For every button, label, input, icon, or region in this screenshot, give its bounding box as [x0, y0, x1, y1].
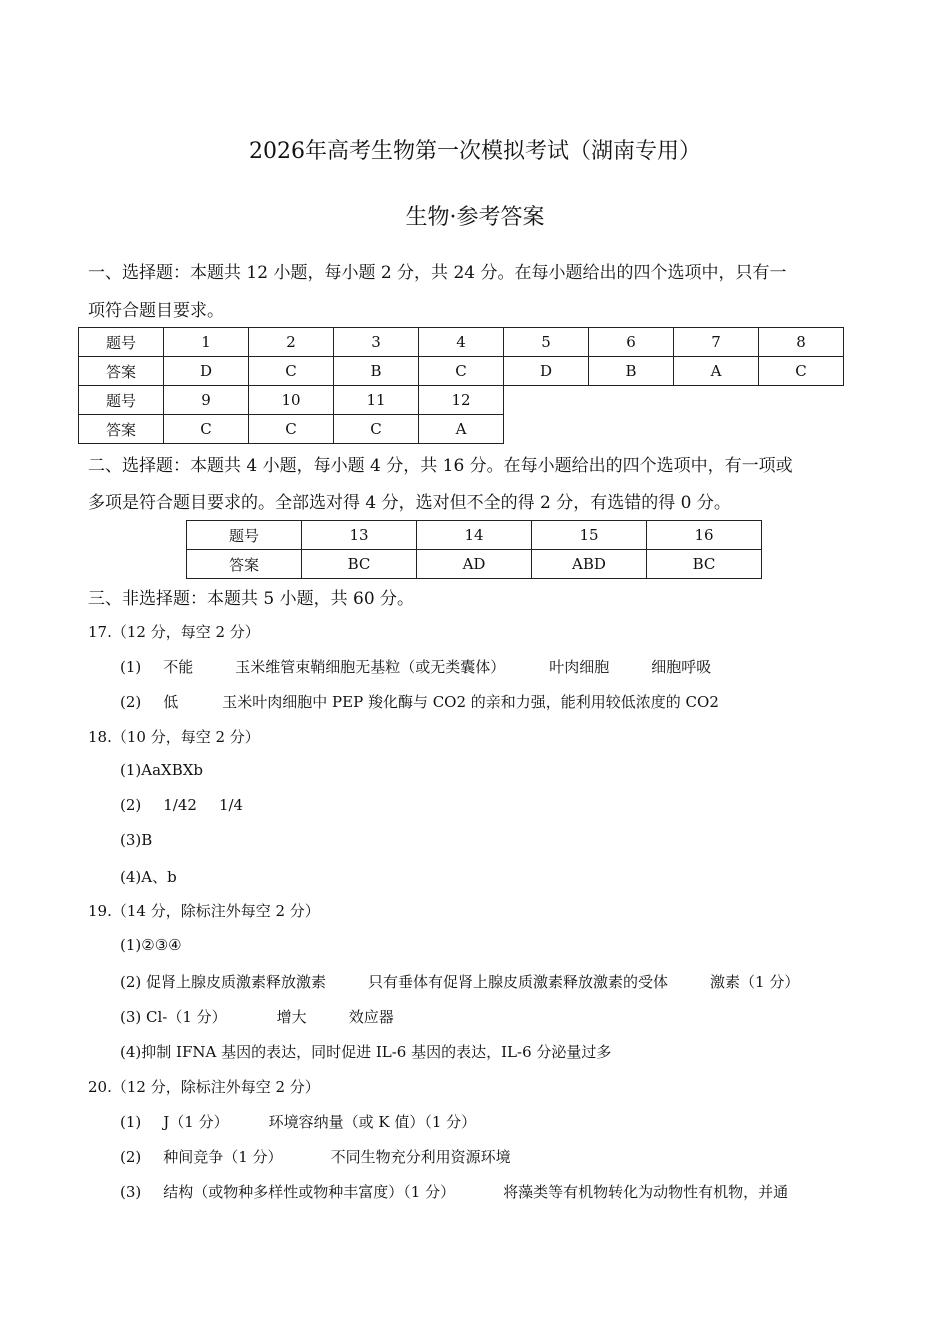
answer-cell: A — [674, 357, 759, 386]
table-row — [79, 415, 844, 444]
answer-cell: D — [164, 357, 249, 386]
answer-index: (2) — [120, 796, 142, 814]
question-number: 9 — [164, 386, 249, 415]
q20-heading: 20.（12 分，除标注外每空 2 分） — [88, 1078, 320, 1096]
section3-intro: 三、非选择题：本题共 5 小题，共 60 分。 — [88, 589, 415, 609]
answer-label: 答案 — [79, 357, 164, 386]
q18-answer-2 — [120, 796, 243, 814]
answer-text: 细胞呼吸 — [651, 658, 712, 676]
answer-text: 1/4 — [218, 796, 244, 814]
answer-text: 激素（1 分） — [710, 973, 800, 991]
answer-text: 增大 — [276, 1008, 307, 1026]
empty-cell — [759, 386, 844, 415]
empty-cell — [759, 415, 844, 444]
question-number: 15 — [532, 521, 647, 550]
section1-intro-line2: 项符合题目要求。 — [88, 301, 224, 321]
table-row — [79, 386, 844, 415]
answer-text: (3) Cl-（1 分） — [120, 1008, 227, 1026]
answer-text: 环境容纳量（或 K 值）（1 分） — [268, 1113, 477, 1131]
q19-answer-4: (4)抑制 IFNA 基因的表达，同时促进 IL-6 基因的表达，IL-6 分泌量过多 — [120, 1043, 612, 1061]
q20-answer-3 — [120, 1181, 788, 1202]
table-row — [187, 521, 762, 550]
answer-cell: D — [504, 357, 589, 386]
q19-answer-2 — [120, 971, 799, 992]
answer-text: 结构（或物种多样性或物种丰富度）（1 分） — [163, 1183, 456, 1201]
answer-cell: A — [419, 415, 504, 444]
answer-text: 叶肉细胞 — [549, 658, 610, 676]
question-number-label: 题号 — [79, 386, 164, 415]
answer-cell: AD — [417, 550, 532, 579]
answer-cell: C — [164, 415, 249, 444]
answer-index: (2) — [120, 693, 142, 711]
empty-cell — [674, 386, 759, 415]
question-number: 16 — [647, 521, 762, 550]
question-number: 11 — [334, 386, 419, 415]
page-title: 2026年高考生物第一次模拟考试（湖南专用） — [249, 139, 701, 164]
answer-text: 不同生物充分利用资源环境 — [330, 1148, 511, 1166]
answer-label: 答案 — [79, 415, 164, 444]
answer-text: J（1 分） — [163, 1113, 229, 1131]
answer-cell: C — [334, 415, 419, 444]
q17-answer-1 — [120, 656, 711, 677]
question-number: 2 — [249, 328, 334, 357]
answer-cell: C — [249, 357, 334, 386]
page-subtitle: 生物·参考答案 — [405, 205, 545, 230]
q19-answer-3 — [120, 1006, 394, 1027]
question-number-label: 题号 — [187, 521, 302, 550]
answer-index: (3) — [120, 1183, 142, 1201]
section1-intro-line1: 一、选择题：本题共 12 小题，每小题 2 分，共 24 分。在每小题给出的四个选项中，只有一 — [88, 263, 787, 283]
section2-intro-line2: 多项是符合题目要求的。全部选对得 4 分，选对但不全的得 2 分，有选错的得 0 分。 — [88, 493, 731, 513]
answer-label: 答案 — [187, 550, 302, 579]
empty-cell — [589, 386, 674, 415]
question-number-label: 题号 — [79, 328, 164, 357]
answer-text: 玉米维管束鞘细胞无基粒（或无类囊体） — [235, 658, 506, 676]
answer-cell: C — [759, 357, 844, 386]
q19-answer-1: (1)②③④ — [120, 936, 182, 954]
q18-answer-4: (4)A、b — [120, 868, 177, 886]
q18-answer-3: (3)B — [120, 831, 153, 849]
q18-answer-1: (1)AaXBXb — [120, 761, 204, 779]
question-number: 5 — [504, 328, 589, 357]
answer-text: 将藻类等有机物转化为动物性有机物，并通 — [503, 1183, 789, 1201]
section2-intro-line1: 二、选择题：本题共 4 小题，每小题 4 分，共 16 分。在每小题给出的四个选项中，有一项或 — [88, 456, 793, 476]
answer-cell: B — [334, 357, 419, 386]
answer-cell: BC — [302, 550, 417, 579]
answer-index: (2) — [120, 1148, 142, 1166]
q19-heading: 19.（14 分，除标注外每空 2 分） — [88, 902, 320, 920]
answer-text: 种间竞争（1 分） — [163, 1148, 283, 1166]
q18-heading: 18.（10 分，每空 2 分） — [88, 728, 260, 746]
answer-cell: C — [419, 357, 504, 386]
answer-text: 1/42 — [163, 796, 197, 814]
answer-cell: C — [249, 415, 334, 444]
answer-text: (2) 促肾上腺皮质激素释放激素 — [120, 973, 327, 991]
table-row — [79, 357, 844, 386]
q17-heading: 17.（12 分，每空 2 分） — [88, 623, 260, 641]
answer-cell: ABD — [532, 550, 647, 579]
table-row — [79, 328, 844, 357]
empty-cell — [504, 386, 589, 415]
answer-cell: BC — [647, 550, 762, 579]
question-number: 14 — [417, 521, 532, 550]
question-number: 4 — [419, 328, 504, 357]
question-number: 13 — [302, 521, 417, 550]
answer-text: 只有垂体有促肾上腺皮质激素释放激素的受体 — [368, 973, 669, 991]
empty-cell — [504, 415, 589, 444]
answer-cell: B — [589, 357, 674, 386]
section1-answer-table — [78, 327, 844, 444]
empty-cell — [589, 415, 674, 444]
empty-cell — [674, 415, 759, 444]
question-number: 8 — [759, 328, 844, 357]
question-number: 7 — [674, 328, 759, 357]
q20-answer-1 — [120, 1111, 476, 1132]
question-number: 12 — [419, 386, 504, 415]
table-row — [187, 550, 762, 579]
answer-text: 不能 — [163, 658, 194, 676]
question-number: 1 — [164, 328, 249, 357]
question-number: 6 — [589, 328, 674, 357]
answer-index: (1) — [120, 1113, 142, 1131]
answer-text: 低 — [163, 693, 179, 711]
question-number: 10 — [249, 386, 334, 415]
answer-text: 玉米叶肉细胞中 PEP 羧化酶与 CO2 的亲和力强，能利用较低浓度的 CO2 — [222, 693, 719, 711]
answer-text: 效应器 — [348, 1008, 394, 1026]
question-number: 3 — [334, 328, 419, 357]
q17-answer-2 — [120, 691, 719, 712]
answer-index: (1) — [120, 658, 142, 676]
q20-answer-2 — [120, 1146, 511, 1167]
section2-answer-table — [186, 520, 762, 579]
